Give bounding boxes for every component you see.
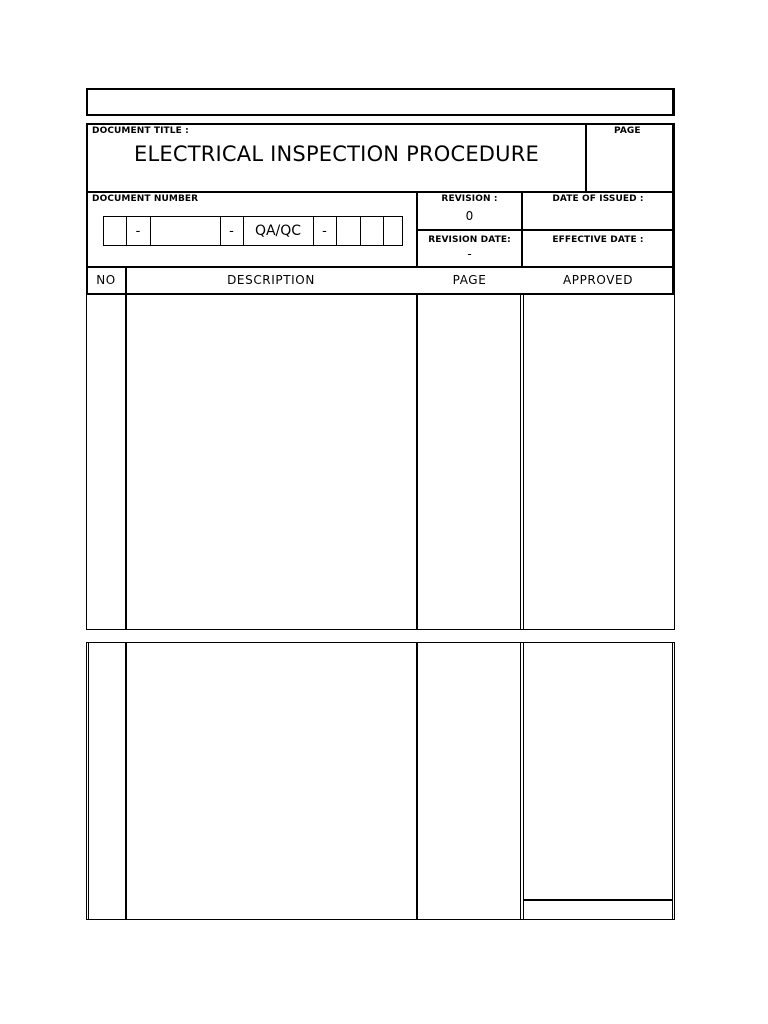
body2-desc-divider [416, 642, 418, 920]
body2-page-divider-2 [523, 642, 524, 920]
top-header-bar-inner-line [672, 88, 673, 116]
document-title-label: DOCUMENT TITLE : [92, 126, 189, 136]
column-header-approved: APPROVED [562, 273, 634, 287]
revision-date-value: - [467, 247, 472, 261]
body2-right-double [672, 642, 673, 920]
revision-mid-line [416, 229, 675, 231]
doc-number-seg-4: - [229, 224, 234, 239]
body2-no-divider [125, 642, 127, 920]
column-header-page: PAGE [452, 273, 487, 287]
revision-date-label: REVISION DATE: [428, 235, 511, 245]
doc-number-cell-7 [336, 216, 360, 246]
table-body-section-2 [86, 642, 675, 920]
top-header-bar [86, 88, 675, 116]
column-header-description: DESCRIPTION [227, 273, 315, 287]
body1-no-divider [125, 293, 127, 630]
page-box-divider [585, 123, 587, 193]
page-label: PAGE [614, 126, 641, 136]
body1-desc-divider [416, 293, 418, 630]
table-body-section-1 [86, 293, 675, 630]
info-row-bottom [86, 266, 675, 268]
body1-page-divider [520, 293, 521, 630]
doc-number-seg-6: - [322, 224, 327, 239]
effective-date-label: EFFECTIVE DATE : [552, 235, 644, 245]
revision-label: REVISION : [441, 194, 498, 204]
doc-number-seg-5: QA/QC [254, 223, 302, 239]
approved-signature-line [523, 899, 673, 901]
column-header-no: NO [96, 273, 116, 287]
doc-number-cell-8 [360, 216, 383, 246]
doc-number-cell-1 [103, 216, 126, 246]
revision-value: 0 [465, 209, 474, 223]
document-number-label: DOCUMENT NUMBER [92, 194, 199, 204]
body1-page-divider-2 [523, 293, 524, 630]
header-double-edge [672, 123, 673, 295]
doc-number-cell-3 [150, 216, 220, 246]
doc-number-right-edge [402, 216, 403, 246]
body2-page-divider [520, 642, 521, 920]
document-title: ELECTRICAL INSPECTION PROCEDURE [134, 142, 539, 166]
doc-number-cell-9 [383, 216, 403, 246]
body2-left-double [88, 642, 89, 920]
doc-number-seg-2: - [135, 224, 141, 239]
date-of-issued-label: DATE OF ISSUED : [552, 194, 644, 204]
